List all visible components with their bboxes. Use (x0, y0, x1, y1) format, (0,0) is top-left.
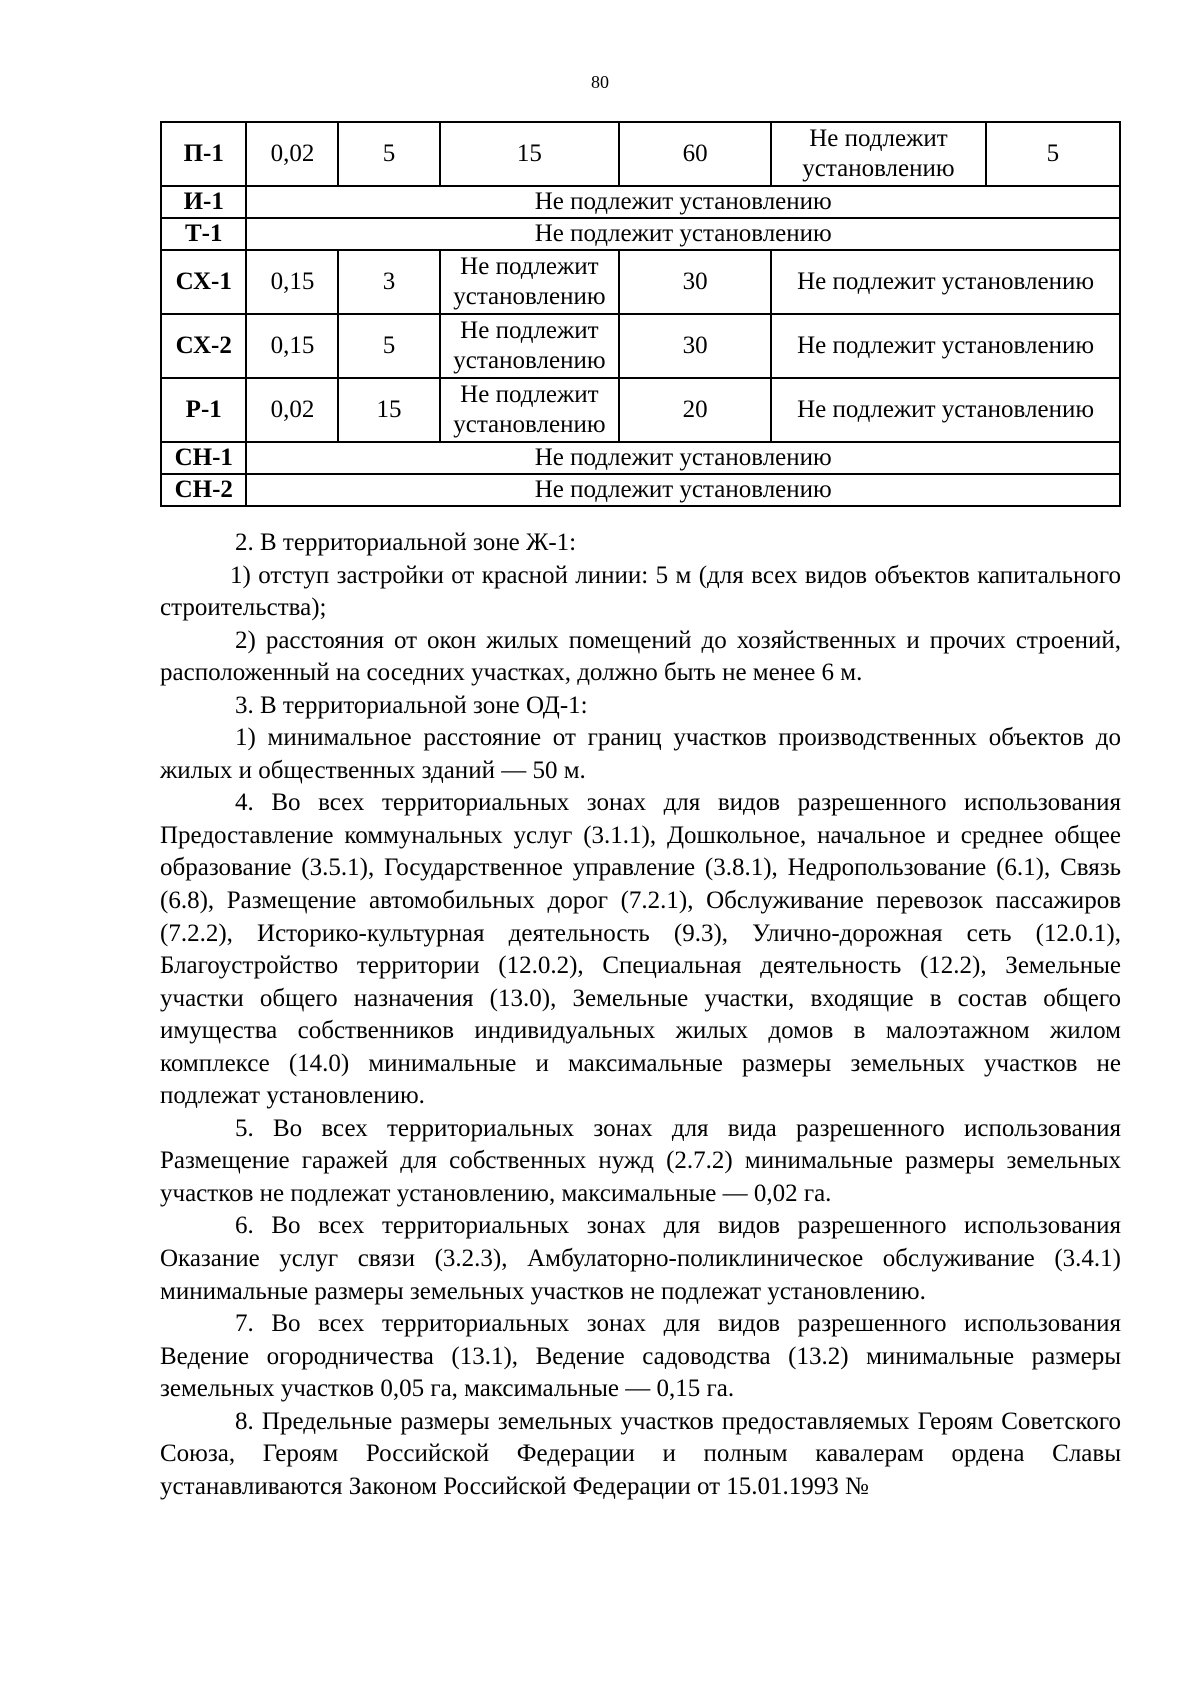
table-cell: 0,15 (246, 314, 338, 378)
table-cell: 5 (986, 122, 1120, 186)
zone-code: Т-1 (161, 218, 246, 250)
table-cell: Не подлежит установлению (246, 186, 1120, 218)
zone-code: СН-2 (161, 474, 246, 506)
table-cell: 15 (338, 378, 439, 442)
table-row (161, 250, 1120, 314)
paragraph: 2. В территориальной зоне Ж-1: (235, 529, 577, 556)
table-cell: Не подлежит установлению (771, 250, 1120, 314)
table-cell: 60 (619, 122, 771, 186)
zone-code: СН-1 (161, 442, 246, 474)
table-cell: 30 (619, 314, 771, 378)
table-cell: Не подлежит установлению (771, 378, 1120, 442)
table-cell: Не подлежит установлению (771, 314, 1120, 378)
table-row (161, 122, 1120, 186)
table-cell: 3 (338, 250, 439, 314)
table-cell: 30 (619, 250, 771, 314)
table-cell: 0,02 (246, 122, 338, 186)
zone-code: П-1 (161, 122, 246, 186)
table-cell: 20 (619, 378, 771, 442)
body-text (160, 527, 1121, 1503)
table-cell: Не подлежит установлению (246, 442, 1120, 474)
zone-code: И-1 (161, 186, 246, 218)
paragraph: 7. Во всех территориальных зонах для видов разрешенного использования Ведение огородничества (13.1), Ведение садоводства (13.2) минимальные размеры земельных участков 0,05 га, максимальные — 0,15 га. (160, 1310, 1121, 1403)
paragraph: 2) расстояния от окон жилых помещений до хозяйственных и прочих строений, расположенный на соседних участках, должно быть не менее 6 м. (160, 626, 1121, 687)
zone-code: Р-1 (161, 378, 246, 442)
table-cell: Не подлежит установлению (771, 122, 986, 186)
table-row (161, 218, 1120, 250)
paragraph: 1) минимальное расстояние от границ участков производственных объектов до жилых и общественных зданий — 50 м. (160, 724, 1121, 784)
paragraph: 5. Во всех территориальных зонах для вида разрешенного использования Размещение гаражей для собственных нужд (2.7.2) минимальные размеры земельных участков не подлежат установлению, максимальные — 0,02 га. (160, 1114, 1121, 1207)
table-row (161, 442, 1120, 474)
table-cell: Не подлежит установлению (440, 378, 619, 442)
table-row (161, 186, 1120, 218)
paragraph: 8. Предельные размеры земельных участков предоставляемых Героям Советского Союза, Героям Российской Федерации и полным кавалерам ордена Славы устанавливаются Законом Российской Федерации от 15.01.1993 № (160, 1407, 1121, 1500)
zone-parameters-table (160, 121, 1121, 507)
paragraph: 4. Во всех территориальных зонах для видов разрешенного использования Предоставление коммунальных услуг (3.1.1), Дошкольное, начальное и среднее общее образование (3.5.1), Государственное управление (3.8.1), Недропользование (6.1), Связь (6.8), Размещение автомобильных дорог (7.2.1), Обслуживание перевозок пассажиров (7.2.2), Историко-культурная деятельность (9.3), Улично-дорожная сеть (12.0.1), Благоустройство территории (12.0.2), Специальная деятельность (12.2), Земельные участки общего назначения (13.0), Земельные участки, входящие в состав общего имущества собственников индивидуальных жилых домов в малоэтажном жилом комплексе (14.0) минимальные и максимальные размеры земельных участков не подлежат установлению. (160, 789, 1121, 1110)
table-cell: Не подлежит установлению (246, 474, 1120, 506)
paragraph: 3. В территориальной зоне ОД-1: (235, 691, 588, 719)
table-cell: 15 (440, 122, 619, 186)
zone-code: СХ-2 (161, 314, 246, 378)
table-cell: 0,15 (246, 250, 338, 314)
table-cell: 5 (338, 122, 439, 186)
table-row (161, 314, 1120, 378)
page-number: 80 (591, 72, 609, 92)
table-row (161, 474, 1120, 506)
table-cell: 5 (338, 314, 439, 378)
paragraph: 6. Во всех территориальных зонах для видов разрешенного использования Оказание услуг связи (3.2.3), Амбулаторно-поликлиническое обслуживание (3.4.1) минимальные размеры земельных участков не подлежат установлению. (160, 1212, 1121, 1305)
table-cell: Не подлежит установлению (440, 250, 619, 314)
paragraph: 1) отступ застройки от красной линии: 5 м (для всех видов объектов капитального строительства); (160, 561, 1121, 622)
zone-code: СХ-1 (161, 250, 246, 314)
table-row (161, 378, 1120, 442)
table-cell: Не подлежит установлению (440, 314, 619, 378)
table-cell: Не подлежит установлению (246, 218, 1120, 250)
table-cell: 0,02 (246, 378, 338, 442)
